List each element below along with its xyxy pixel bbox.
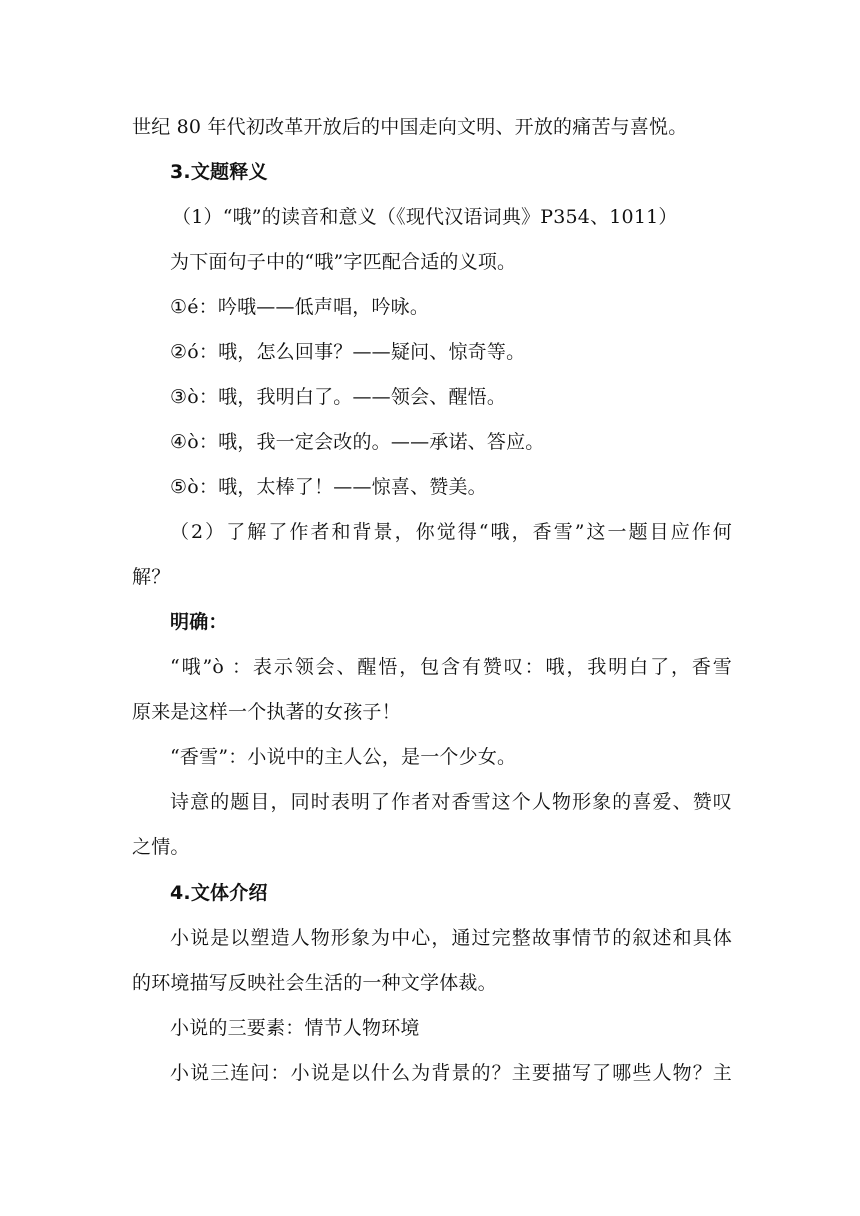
paragraph-line: （1）“哦”的读音和意义（《现代汉语词典》P354、1011） (172, 206, 678, 228)
paragraph-line: 之情。 (132, 836, 190, 858)
list-item: ②ó：哦，怎么回事？——疑问、惊奇等。 (170, 341, 526, 363)
paragraph-line: “哦”ò ：表示领会、醒悟，包含有赞叹：哦，我明白了，香雪 (170, 656, 732, 678)
paragraph-line: 世纪 80 年代初改革开放后的中国走向文明、开放的痛苦与喜悦。 (132, 116, 688, 138)
paragraph-line: 小说三连问：小说是以什么为背景的？主要描写了哪些人物？主 (170, 1062, 732, 1084)
paragraph-line: 诗意的题目，同时表明了作者对香雪这个人物形象的喜爱、赞叹 (170, 791, 732, 813)
paragraph-line: 解？ (132, 566, 171, 588)
list-item: ⑤ò：哦，太棒了！——惊喜、赞美。 (170, 476, 487, 498)
paragraph-line: 的环境描写反映社会生活的一种文学体裁。 (132, 972, 497, 994)
paragraph-line: 小说的三要素：情节人物环境 (170, 1017, 420, 1039)
section-heading-4: 4.文体介绍 (170, 882, 268, 904)
paragraph-line: 原来是这样一个执著的女孩子！ (132, 701, 401, 723)
list-item: ③ò：哦，我明白了。——领会、醒悟。 (170, 386, 507, 408)
paragraph-line: “香雪”：小说中的主人公，是一个少女。 (170, 746, 517, 768)
paragraph-line: 为下面句子中的“哦”字匹配合适的义项。 (170, 251, 517, 273)
section-heading-3: 3.文题释义 (170, 161, 268, 183)
list-item: ④ò：哦，我一定会改的。——承诺、答应。 (170, 431, 545, 453)
paragraph-line: （2）了解了作者和背景，你觉得“哦，香雪”这一题目应作何 (170, 521, 732, 543)
list-item: ①é：吟哦——低声唱，吟咏。 (170, 296, 430, 318)
answer-label: 明确： (170, 611, 228, 633)
paragraph-line: 小说是以塑造人物形象为中心，通过完整故事情节的叙述和具体 (170, 927, 732, 949)
